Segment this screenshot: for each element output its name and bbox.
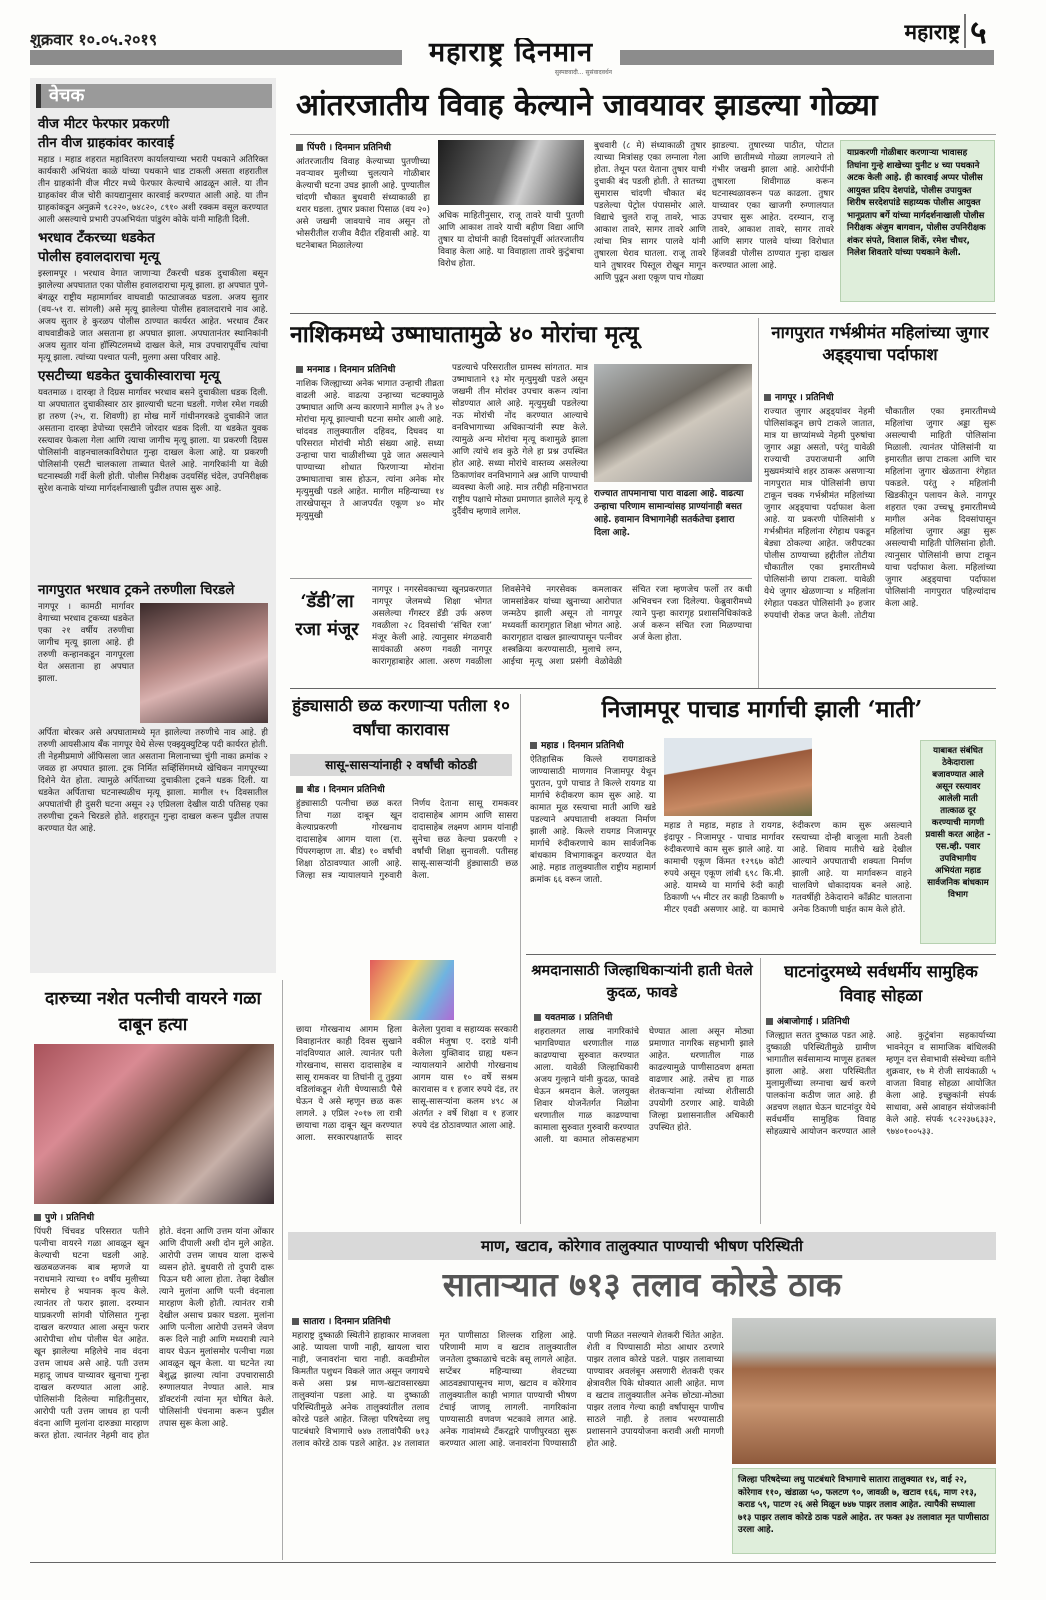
shramdan-story <box>534 1010 754 1224</box>
lead-byline: पिंपरी । दिनमान प्रतिनिधी <box>296 140 430 153</box>
murder-headline: दारुच्या नशेत पत्नीची वायरने गळा दाबून हत्या <box>44 989 262 1035</box>
lead-photo <box>438 140 584 205</box>
brief-1-body: महाड । महाड शहरात महावितरण कार्यालयाच्या भरारी पथकाने अतिरिक्त कार्यकारी अभियंता काळे यांच्या पथकाने धाड टाकली असता शहरातील तीन ग्राहकांनी वीज मीटर मध्ये फेरफार केल्याचे आढळून आले. या तीन ग्राहकांवर वीज चोरी कायद्यानुसार कारवाई करण्यात आली आहे. या तीन ग्राहकांकडून अनुक्रमे ९८२२०, ७४८२०, ८९१० अशी रक्कम वसूल करण्यात आली असल्याचे प्रभारी उपअभियंता पांडुरंग कोके यांनी माहिती दिली. <box>38 155 268 225</box>
ghatnandur-byline: अंबाजोगाई । प्रतिनिधी <box>766 1014 996 1027</box>
daddy-body: नागपूर । नगरसेवकाच्या खूनप्रकरणात नागपूर जेलमध्ये शिक्षा भोगत असलेल्या गँगस्टर डॅडी उर्फ अरुण गवळीला २८ दिवसांची ‘संचित रजा’ मंजूर केली आहे. त्यानुसार मंगळवारी सायंकाळी अरुण गवळी नागपूर कारागृहाबाहेर आला. अरुण गवळीला शिवसेनेचे नगरसेवक कमलाकर जामसांडेकर यांच्या खुनाच्या आरोपात जन्मठेप झाली असून तो नागपूर मध्यवर्ती कारागृहात शिक्षा भोगत आहे. कारागृहात दाखल झाल्यापासून पत्नीवर शस्त्रक्रिया करण्यासाठी, मुलाचे लग्न, आईचा मृत्यू अशा प्रसंगी वेळोवेळी संचित रजा म्हणजेच फर्लो तर कधी अभिवचन रजा दिलेल्या. फेब्रुवारीमध्ये त्याने पुन्हा कारागृह प्रशासनिधिकांकडे अर्ज करून संचित रजा मिळण्याचा अर्ज केला होता. <box>372 585 752 667</box>
road-photo <box>664 738 812 816</box>
lead-highlight-box <box>840 140 995 302</box>
lead-col-1 <box>296 140 430 310</box>
nizampur-quote-text: याबाबत संबंधित ठेकेदाराला बजावण्यात आले असून रस्त्यावर आलेली माती तात्काळ दूर करण्याची मागणी प्रवासी करत आहेत - एस.व्ही. पवार उपविभागीय अभियंता महाड सार्वजनिक बांधकाम विभाग <box>925 746 991 900</box>
dry-lake-photo <box>732 1318 996 1464</box>
satara-byline: सातारा । दिनमान प्रतिनिधी <box>292 1314 724 1327</box>
nagpur-byline: नागपूर । प्रतिनिधी <box>764 390 996 403</box>
dowry-headline: हुंड्यासाठी छळ करणाऱ्या पतीला १० वर्षांचा कारावास <box>292 696 510 739</box>
masthead-logo <box>402 38 620 78</box>
brief-4-headline: नागपुरात भरधाव ट्रकने तरुणीला चिरडले <box>38 582 235 598</box>
nizampur-body-2: महाड ते महाड, महाड ते रायगड, इंदापूर - निजामपूर - पाचाड मार्गावर रुंदीकरणाचे काम सुरू झाले आहे. या कामाची एकूण किंमत १२९६७ कोटी रुपये असून एकूण लांबी ६९८ कि.मी. आहे. यामध्ये या मार्गाचे रुंदी काही ठिकाणी ५५ मीटर तर काही ठिकाणी ७ मीटर एवढी असणार आहे. या कामाचे रुंदीकरण काम सुरू असल्याने रस्त्याच्या दोन्ही बाजूला माती ठेवली आहे. शिवाय मातीचे खडे देखील आल्याने अपघाताची शक्यता निर्माण झाली आहे. या मार्गावरून वाहने चालविणे धोकादायक बनले आहे. गतवर्षीही ठेकेदाराने काँक्रीट घालताना अनेक ठिकाणी घाईत काम केले होते. <box>664 821 912 915</box>
nashik-headline: नाशिकमध्ये उष्माघातामुळे ४० मोरांचा मृत्यू <box>290 321 639 348</box>
ghatnandur-story <box>766 1014 996 1224</box>
brief-2-headline-a: भरधाव टँकरच्या धडकेत <box>38 230 155 246</box>
nizampur-body-1: ऐतिहासिक किल्ले रायगडाकडे जाण्यासाठी माणगाव निजामपूर येथून पुरातन, पुणे पाचाड ते किल्ले रायगड या मार्गाचे रुंदीकरण काम सुरू आहे. या कामात मूळ रस्त्याचा माती आणि खडे पडल्याने अपघाताची शक्यता निर्माण झाली आहे. किल्ले रायगड निजामपूर मार्गाचे रुंदीकरणाचे काम सार्वजनिक बांधकाम विभागाकडून करण्यात येत आहे. महाड तालुक्यातील राष्ट्रीय महामार्ग क्रमांक ६६ वरून जातो. <box>530 755 656 885</box>
nagpur-body: राज्यात जुगार अड्ड्यांवर नेहमी पोलिसांकडून छापे टाकले जातात, मात्र या छाप्यांमध्ये नेहमी पुरुषांचा जुगार अड्डा असतो, परंतु यावेळी राज्याची उपराजधानी आणि मुख्यमंत्र्यांचे शहर ठाकरू असणाऱ्या नागपुरात मात्र पोलिसांनी छापा टाकून चक्क गर्भश्रीमंत महिलांच्या जुगार अड्ड्याचा पर्दाफाश केला आहे. या प्रकरणी पोलिसांनी ४ गर्भश्रीमंत महिलांना रंगेहाथ पकडून बेड्या ठोकल्या आहेत. जरीपटका पोलीस ठाण्याच्या हद्दीतील तोटीया चौकातील एका इमारतीमध्ये पोलिसांनी छापा टाकला. यावेळी येथे जुगार खेळणाऱ्या ४ महिलांना रंगेहात पकडत पोलिसांनी ३० हजार रुपयांची रोकड जप्त केली. तोटीया चौकातील एका इमारतीमध्ये महिलांचा जुगार अड्डा सुरू असल्याची माहिती पोलिसांना मिळाली. त्यानंतर पोलिसांनी या इमारतीत छापा टाकला आणि चार महिलांना जुगार खेळताना रंगेहात पकडले. परंतु २ महिलांनी खिडकीतून पलायन केले. नागपूर शहरात एका उच्चभ्रू इमारतीमध्ये मागील अनेक दिवसांपासून महिलांचा जुगार अड्डा सुरू असल्याची माहिती पोलिसांना होती. त्यानुसार पोलिसांनी छापा टाकून याचा पर्दाफाश केला. महिलांच्या जुगार अड्ड्याचा पर्दाफाश पोलिसांनी नागपुरात पहिल्यांदाच केला आहे. <box>764 407 996 621</box>
nagpur-story <box>764 390 996 682</box>
nizampur-col-1 <box>530 738 656 950</box>
satara-caption-box <box>732 1468 996 1554</box>
ghatnandur-body: जिल्ह्यात सतत दुष्काळ पडत आहे. दुष्काळी परिस्थितीमुळे ग्रामीण भागातील सर्वसामान्य माणूस हतबल झाला आहे. अशा परिस्थितीत मुलामुलींच्या लग्नाचा खर्च करणे पालकांना कठीण जात आहे. ही अडचण लक्षात घेऊन घाटनांदुर येथे सर्वधर्मीय सामुहिक विवाह सोहळ्याचे आयोजन करण्यात आले आहे. कुटुंबांना सहकार्याच्या भावनेतून व सामाजिक बांधिलकी म्हणून दत्त सेवाभावी संस्थेच्या वतीने शुक्रवार, १७ मे रोजी सायंकाळी ५ वाजता विवाह सोहळा आयोजित केला आहे. इच्छुकांनी संपर्क साधावा, असे आवाहन संयोजकांनी केले आहे. संपर्क ९८२२३७६३३२, ९७४०१००५३३. <box>766 1031 996 1137</box>
shramdan-body: शहरालगत लाख नागरिकांचे भागविण्यात धरणातील गाळ काढण्याचा सुरुवात करण्यात आला. यावेळी जिल्हाधिकारी अजय गुल्हाने यांनी कुदळ, फावडे घेऊन श्रमदान केले. जलयुक्त शिवार योजनेंतर्गत निळोना धरणातील गाळ काढण्याचा कामाला सुरुवात गुरुवारी करण्यात आली. या कामात लोकसहभाग घेण्यात आला असून मोठ्या प्रमाणात नागरिक सहभागी झाले आहेत. धरणातील गाळ काढल्यामुळे पाणीसाठवण क्षमता वाढणार आहे. तसेच हा गाळ शेतकऱ्यांना त्यांच्या शेतीसाठी उपयोगी ठरणार आहे. यावेळी जिल्हा प्रशासनातील अधिकारी उपस्थित होते. <box>534 1027 754 1145</box>
nashik-body-2: पडल्याचे परिसरातील ग्रामस्थ सांगतात. मात्र उष्माघाताने १३ मोर मृत्युमुखी पडले असून जखमी तीन मोरांवर उपचार करून त्यांना सोडण्यात आले आहे. मृत्युमुखी पडलेल्या नऊ मोरांची नोंद करण्यात आल्याचे वनविभागाच्या अधिकाऱ्यांनी स्पष्ट केले. त्यामुळे अन्य मोरांचा मृत्यू कशामुळे झाला आणि त्यांचे शव कुठे गेले हा प्रश्न उपस्थित होत आहे. सध्या मोरांचे वास्तव्य असलेल्या ठिकाणांवर वनविभागाने अन्न आणि पाण्याची व्यवस्था केली आहे. मात्र तरीही महिनाभरात राष्ट्रीय पक्षाचे मोठ्या प्रमाणात झालेले मृत्यू हे दुर्दैवीच म्हणावे लागेल. <box>452 363 588 517</box>
nashik-col-1 <box>296 362 444 572</box>
brief-3-body: यवतमाळ । दारव्हा ते दिग्रस मार्गावर भरधाव बसने दुचाकीला धडक दिली. या अपघातात दुचाकीस्वार ठार झाल्याची घटना घडली. गणेश रमेश गवळी हा तरुण (२५, रा. शिवणी) हा मोख मार्गे गांधीनगरकडे दुचाकीने जात असताना दारव्हा डेपोच्या एसटीने जोरदार धडक दिली. या धडकेत युवक रस्त्यावर फेकला गेला आणि त्याचा जागीच मृत्यू झाला. या प्रकरणी दिग्रस पोलिसांनी वाहनचालकाविरोधात गुन्हा दाखल केला आहे. या प्रकरणी पोलिसांनी एसटी चालकाला ताब्यात घेतले आहे. नागरिकांनी या वेळी घटनास्थळी गर्दी केली होती. पोलीस निरीक्षक उदयसिंह चंदेल, उपनिरीक्षक सुरेश कनाके यांच्या मार्गदर्शनाखाली पुढील तपास सुरू आहे. <box>38 388 268 494</box>
nizampur-byline: महाड । दिनमान प्रतिनिधी <box>530 738 656 751</box>
lead-body-2: अधिक माहितीनुसार, राजू तावरे याची पुतणी आणि आकाश तावरे याची बहीण विद्या आणि तुषार या दोघांनी काही दिवसांपूर्वी आंतरजातीय विवाह केला आहे. या विवाहाला तावरे कुटुंबाचा विरोध होता. <box>438 211 584 269</box>
satara-body: महाराष्ट्र दुष्काळी स्थितीने हाहाकार माजवला आहे. प्यायला पाणी नाही, खायला चारा नाही, जनावरांना चारा नाही. कवडीमोल किमतीत पशुधन विकले जात असून जगायचे कसे असा प्रश्न माण-खटावसारख्या तालुक्यांना पडला आहे. या दुष्काळी परिस्थितीमुळे अनेक तालुक्यांतील तलाव कोरडे पडले आहेत. जिल्हा परिषदेच्या लघु पाटबंधारे विभागाचे ७४७ तलावांपैकी ७१३ तलाव कोरडे ठाक पडले आहेत. ३४ तलावात मृत पाणीसाठा शिल्लक राहिला आहे. परिणामी माण व खटाव तालुक्यातील जनतेला दुष्काळाचे चटके बसू लागले आहेत. सप्टेंबर महिन्याच्या शेवटच्या आठवड्यापासूनच माण, खटाव व कोरेगाव तालुक्यातील काही भागात पाण्याची भीषण टंचाई जाणवू लागली. नागरिकांना पाण्यासाठी वणवण भटकावे लागत आहे. अनेक गावांमध्ये टँकरद्वारे पाणीपुरवठा सुरू करण्यात आला आहे. जनावरांना पिण्यासाठी पाणी मिळत नसल्याने शेतकरी चिंतेत आहेत. शेती व पिण्यासाठी मोठा आधार ठरणारे पाझर तलाव कोरडे पडले. पाझर तलावाच्या पाण्यावर अवलंबून असणारी शेतकरी एकर क्षेत्रावरील पिके धोक्यात आली आहेत. माण व खटाव तालुक्यातील अनेक छोट्या-मोठ्या पाझर तलाव गेल्या काही वर्षांपासून पाणीच साठले नाही. हे तलाव भरण्यासाठी प्रशासनाने उपाययोजना करावी अशी मागणी होत आहे. <box>292 1331 724 1449</box>
issue-date: शुक्रवार १०.०५.२०१९ <box>30 30 158 48</box>
section-divider <box>964 14 966 48</box>
nagpur-headline: नागपुरात गर्भश्रीमंत महिलांच्या जुगार अड्ड्याचा पर्दाफाश <box>771 323 989 364</box>
shramdan-headline: श्रमदानासाठी जिल्हाधिकाऱ्यांनी हाती घेतले कुदळ, फावडे <box>531 962 753 1001</box>
brief-1-headline-b: तीन वीज ग्राहकांवर कारवाई <box>38 135 174 151</box>
dowry-subhead: सासू-सासऱ्यांनाही २ वर्षांची कोठडी <box>290 754 512 776</box>
dowry-byline: बीड । दिनमान प्रतिनिधी <box>296 782 518 795</box>
brief-4-body-b: अर्पिता बोरकर असे अपघातामध्ये मृत झालेल्या तरुणीचे नाव आहे. ही तरुणी आयसीआय बँक नागपूर येथे सेल्स एक्झ्युक्युटिव्ह पदी कार्यरत होती. ती नेहमीप्रमाणे ऑफिसला जात असताना मिलानाच्या चुंगी नाका क्रमांक २ जवळ हा अपघात झाला. ट्रक निर्मित सर्व्हिसिंगमध्ये खेचिकन नागपूरच्या दिशेने येत होता. त्यामुळे अर्पिताच्या दुचाकीला ट्रकने धडक दिली. या धडकेत अर्पिताचा घटनास्थळीच मृत्यू झाला. मागील १५ दिवसातील अपघातांची ही दुसरी घटना असून २३ एप्रिलला देखील याठी पतिसह एका तरुणीचा ट्रकने चिरडले होते. शहरातून गुन्हा दाखल करून पुढील तपास करण्यात येत आहे. <box>38 728 268 834</box>
nashik-body-1: नाशिक जिल्ह्याच्या अनेक भागात उन्हाची तीव्रता वाढली आहे. वाढत्या उन्हाच्या चटक्यामुळे उष्माघात आणि अन्य कारणाने मागील ३५ ते ४० मोरांचा मृत्यू झाल्याची घटना समोर आली आहे. चांदवड तालुक्यातील दहिवद, दिघवद या परिसरात मोरांची मोठी संख्या आहे. सध्या उन्हाचा पारा चाळीशीच्या पुढे जात असल्याने पाण्याच्या शोधात फिरणाऱ्या मोरांना उष्माघाताचा त्रास होऊन, त्यांना अनेक मोर मृत्युमुखी पडले आहेत. मागील महिन्याच्या १४ तारखेपासून ते आजपर्यंत एकूण ४० मोर मृत्युमुखी <box>296 379 444 521</box>
murder-byline: पुणे । प्रतिनिधी <box>34 1210 274 1223</box>
lead-body-3: बुधवारी (८ मे) संध्याकाळी तुषार त्याच्या मित्रांसह एका लग्नाला गेला होता. तेथून परत येताना तुषार याची दुचाकी बंद पडली होती. ते सातच्या सुमारास चांदणी चौकात बंद पडलेल्या पेट्रोल पंपासमोर आले. विद्याचे चुलते राजू तावरे, भाऊ आकाश तावरे, सागर तावरे आणि त्यांचा मित्र सागर पालवे यांनी तुषारला घेराव घातला. राजू तावरे याने तुषारवर पिस्तूल रोखून मागून आणि पुढून अशा एकूण पाच गोळ्या <box>594 141 706 283</box>
murder-photo <box>34 1044 274 1204</box>
nashik-photo <box>594 364 752 482</box>
daddy-headline: ‘डॅडी’ला रजा मंजूर <box>295 591 359 640</box>
sidebar-label-text: वेचक <box>49 85 85 106</box>
nizampur-quote-box <box>920 740 996 944</box>
nashik-caption: राज्यात तापमानाचा पारा वाढला आहे. वाढत्या उन्हाचा परिणाम सामान्यांसह प्राण्यांनाही बसत आहे. हवामान विभागानेही सतर्कतेचा इशारा दिला आहे. <box>594 489 744 538</box>
brief-1-headline-a: वीज मीटर फेरफार प्रकरणी <box>38 116 170 132</box>
ghatnandur-headline: घाटनांदुरमध्ये सर्वधर्मीय सामुहिक विवाह सोहळा <box>784 962 978 1005</box>
brief-2-headline-b: पोलीस हवालदाराचा मृत्यू <box>38 249 160 265</box>
nashik-byline: मनमाड । दिनमान प्रतिनिधी <box>296 362 444 375</box>
satara-headline: साताऱ्यात ७१३ तलाव कोरडे ठाक <box>442 1265 842 1304</box>
nizampur-headline: निजामपूर पाचाड मार्गाची झाली ‘माती’ <box>601 696 923 723</box>
murder-body: पिंपरी चिंचवड परिसरात पतीने पत्नीचा वायरने गळा आवळून खून केल्याची घटना घडली आहे. खळबळजनक बाब म्हणजे या नराधमाने त्याच्या १० वर्षीय मुलीच्या समोरच हे भयानक कृत्य केले. त्यानंतर तो फरार झाला. दरम्यान याप्रकरणी सांगवी पोलिसात गुन्हा दाखल करण्यात आला असून फरार आरोपीचा शोध पोलीस घेत आहेत. खून झालेल्या महिलेचे नाव वंदना उत्तम जाधव असे आहे. पती उत्तम महादू जाधव याच्यावर खुनाचा गुन्हा दाखल करण्यात आला आहे. पोलिसांनी दिलेल्या माहितीनुसार, आरोपी पती उत्तम जाधव हा पत्नी वंदना आणि मुलांना दारुड्या मारहाण करत होता. त्यानंतर नेहमी वाद होत होते. वंदना आणि उत्तम यांना ओंकार आणि दीपाली अशी दोन मुले आहेत. आरोपी उत्तम जाधव याला दारूचे व्यसन होते. बुधवारी तो दुपारी दारू पिऊन घरी आला होता. तेव्हा देखील त्याने मुलांना आणि पत्नी वंदनाला मारहाण केली होती. त्यानंतर रात्री देखील असाच प्रकार घडला. मुलांना आणि पत्नीला आरोपी उत्तमने जेवण करू दिले नाही आणि मध्यरात्री त्याने वायर घेऊन मुलांसमोर पत्नीचा गळा आवळून खून केला. या घटनेत त्या बेशुद्ध झाल्या त्यांना उपचारासाठी रुग्णालयात नेण्यात आले. मात्र डॉक्टरांनी त्यांना मृत घोषित केले. पोलिसांनी पंचनामा करून पुढील तपास सुरू केला आहे. <box>34 1227 274 1441</box>
section-name: महाराष्ट्र <box>904 20 960 44</box>
murder-story <box>34 1210 274 1556</box>
satara-story <box>292 1314 724 1558</box>
lead-body-1: आंतरजातीय विवाह केल्याच्या पुतणीच्या नवऱ्यावर मुलीच्या चुलत्याने गोळीबार केल्याची घटना उघड झाली आहे. पुण्यातील चांदणी चौकात बुधवारी संध्याकाळी हा थरार घडला. तुषार प्रकाश पिसाळ (वय २०) असे जखमी जावयाचे नाव असून तो भोसरीतील राजीव वैदीत रहिवासी आहे. या घटनेबाबत मिळालेल्या <box>296 157 430 251</box>
dowry-story <box>296 782 518 962</box>
shramdan-byline: यवतमाळ । प्रतिनिधी <box>534 1010 754 1023</box>
brief-2-body: इस्लामपूर । भरधाव वेगात जाणाऱ्या टँकरची धडक दुचाकीला बसून झालेल्या अपघातात एका पोलीस हवालदाराचा मृत्यू झाला. हा अपघात पुणे-बंगळूर राष्ट्रीय महामार्गावर वाघवाडी फाट्याजवळ घडला. अजय सुतार (वय-५१ रा. सांगली) असे मृत्यू झालेल्या पोलीस हवालदाराचे नाव आहे. अजय सुतार हे कुरळप पोलीस ठाण्यात कार्यरत आहेत. भरधाव टँकर वाघवाडीकडे जात असताना हा अपघात झाला. अपघातानंतर स्थानिकांनी अजय सुतार यांना हॉस्पिटलमध्ये दाखल केले, मात्र उपचारापूर्वीच त्यांचा मृत्यू झाला. त्यांच्या पश्चात पत्नी, मुलगा असा परिवार आहे. <box>38 269 268 363</box>
lead-highlight-text: याप्रकरणी गोळीबार करणाऱ्या भावासह तिघांना गुन्हे शाखेच्या युनीट ४ च्या पथकाने अटक केली आहे. ही कारवाई अप्पर पोलीस आयुक्त प्रदिप देशपांडे, पोलीस उपायुक्त शिरीष सरदेशपांडे सहाय्यक पोलीस आयुक्त भानूप्रताप बर्गे यांच्या मार्गदर्शनाखाली पोलीस निरीक्षक अंजुम बागवान, पोलीस उपनिरीक्षक शंकर संपते, विशाल शिर्के, रमेश चौधर, निलेश शिवतारे यांच्या पथकाने केली. <box>847 148 986 258</box>
brief-3-headline: एसटीच्या धडकेत दुचाकीस्वाराचा मृत्यू <box>38 368 220 384</box>
victim-photo <box>140 603 268 723</box>
satara-kicker: माण, खटाव, कोरेगाव तालुक्यात पाण्याची भीषण परिस्थिती <box>288 1232 996 1260</box>
sidebar-label <box>36 84 272 108</box>
lead-body-4: झाडल्या. तुषारच्या पाठीत, पोटात आणि छातीमध्ये गोळ्या लागल्याने तो गंभीर जखमी झाला आहे. आरोपींनी तुषारला शिवीगाळ करून घटनास्थळावरून पळ काढला. तुषार याच्यावर एका खाजगी रुग्णालयात उपचार सुरू आहेत. दरम्यान, राजू तावरे, आकाश तावरे, सागर तावरे आणि सागर पालवे यांच्या विरोधात हिंजवडी पोलीस ठाण्यात गुन्हा दाखल करण्यात आला आहे. <box>712 141 834 271</box>
sidebar-lower <box>30 578 276 973</box>
sidebar <box>30 78 276 578</box>
page-number: ५ <box>970 13 987 50</box>
dowry-body-1: हुंड्यासाठी पत्नीचा छळ करत तिचा गळा दाबून खून केल्याप्रकरणी गोरखनाथ दादासाहेब आगम याला (रा. पिंपरगव्हाण ता. बीड) १० वर्षांची शिक्षा ठोठावण्यात आली आहे. जिल्हा सत्र न्यायालयाने गुरुवारी निर्णय देताना सासू रामकवर दादासाहेब आगम आणि सासरा दादासाहेब लक्ष्मण आगम यांनाही सुनेचा छळ केल्या प्रकरणी २ वर्षांची शिक्षा सुनावली. पतीसह सासू-सासऱ्यांनी हुंड्यासाठी छळ केला. <box>296 799 518 881</box>
masthead-title: महाराष्ट्र दिनमान <box>428 38 594 68</box>
satara-caption: जिल्हा परिषदेच्या लघु पाटबंधारे विभागाचे सातारा तालुक्यात १४, वाई २२, कोरेगाव ११०, खंडाळा ५०, फलटण ९०, जावळी ७, खटाव १६६, माण २१३, कराड ५९, पाटण २६ असे मिळून ७४७ पाझर तलाव आहेत. त्यापैकी सध्याला ७१३ पाझर तलाव कोरडे ठाक पडले आहेत. तर फक्त ३४ तलावात मृत पाणीसाठा उरला आहे. <box>738 1475 989 1535</box>
lead-headline: आंतरजातीय विवाह केल्याने जावयावर झाडल्या गोळ्या <box>296 88 878 123</box>
dowry-illustration <box>370 960 454 1020</box>
masthead-tagline: सुस्पष्टवादी... सुसंवादवर्धन <box>554 69 612 76</box>
brief-4-body-a: नागपूर । कामठी मार्गावर वेगाच्या भरधाव ट्रकच्या धडकेत एका २१ वर्षीय तरुणीचा जागीच मृत्यू झाला आहे. ही तरुणी कन्हानकडून नागपूरला येत असताना हा अपघात झाला. <box>38 602 134 684</box>
dowry-body-2: छाया गोरखनाथ आगम हिला विवाहानंतर काही दिवस सुखाने नांदविण्यात आले. त्यानंतर पती गोरखनाथ, सासरा दादासाहेब व सासू रामकवर या तिघांनी तू तुझ्या वडिलांकडून शेती घेण्यासाठी पैसे घेऊन ये असे म्हणून छळ करू लागले. ३ एप्रिल २०१७ ला रात्री छायाचा गळा दाबून खून करण्यात आला. सरकारपक्षातर्फे सादर केलेला पुरावा व सहाय्यक सरकारी वकील मंजुषा ए. दराडे यांनी केलेला युक्तिवाद ग्राह्य धरून न्यायालयाने आरोपी गोरखनाथ आगम यास १० वर्षे सश्रम कारावास व १ हजार रुपये दंड, तर सासू-सासऱ्यांना कलम ४९८ अ अंतर्गत २ वर्षे शिक्षा व १ हजार रुपये दंड ठोठावण्यात आला आहे. <box>296 1025 518 1143</box>
